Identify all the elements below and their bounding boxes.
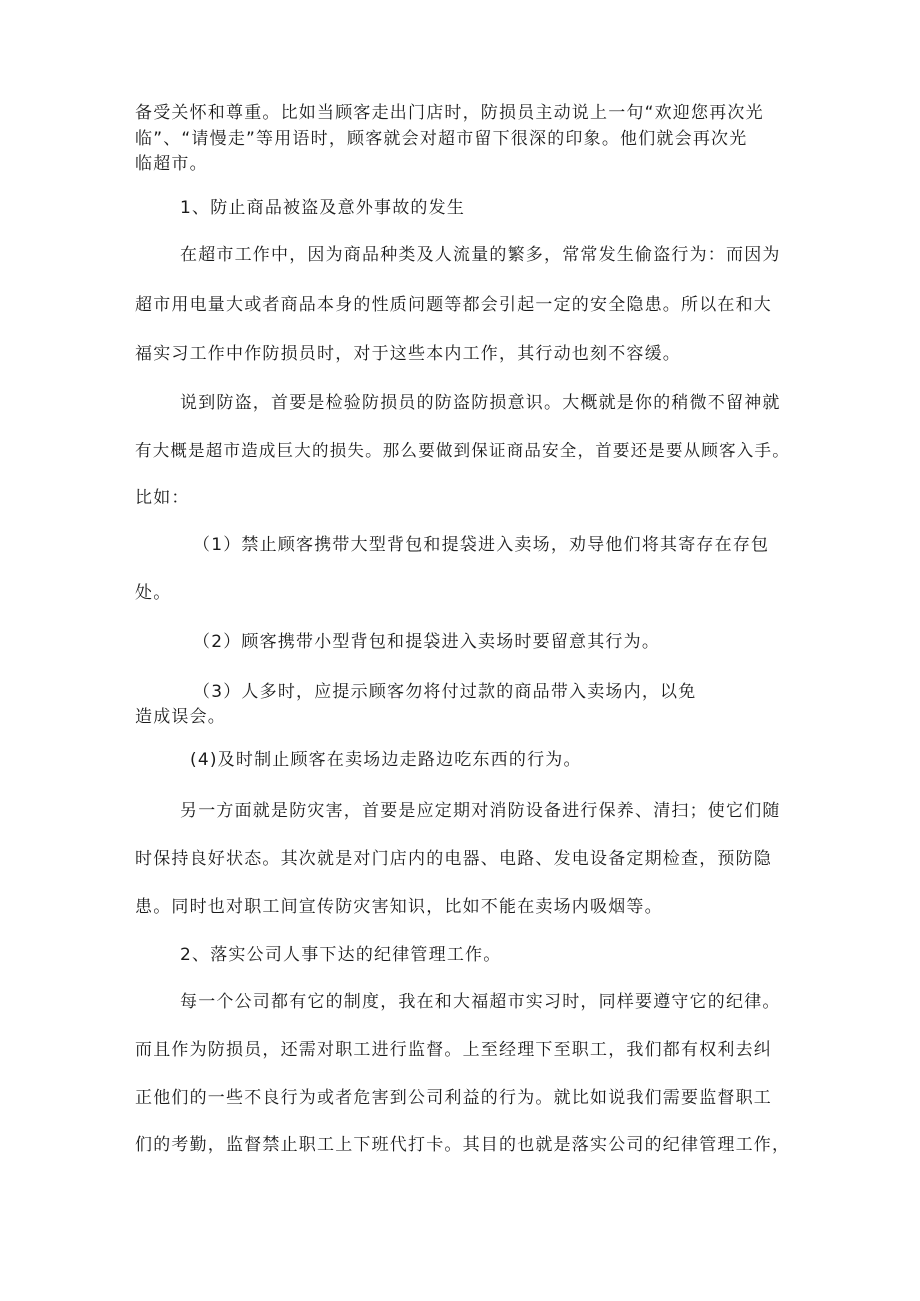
text-line: 比如： — [135, 488, 190, 508]
text-line: 每一个公司都有它的制度，我在和大福超市实习时，同样要遵守它的纪律。 — [180, 992, 781, 1012]
text-line: 另一方面就是防灾害，首要是应定期对消防设备进行保养、清扫；使它们随 — [180, 801, 781, 821]
list-item: （2）顾客携带小型背包和提袋进入卖场时要留意其行为。 — [193, 632, 661, 652]
list-item-continuation: 造成误会。 — [135, 707, 226, 727]
text-line: 在超市工作中，因为商品种类及人流量的繁多，常常发生偷盗行为：而因为 — [180, 245, 781, 265]
text-line: 时保持良好状态。其次就是对门店内的电器、电路、发电设备定期检查，预防隐 — [135, 849, 772, 869]
text-line: 们的考勤，监督禁止职工上下班代打卡。其目的也就是落实公司的纪律管理工作， — [135, 1135, 791, 1155]
text-line: 有大概是超市造成巨大的损失。那么要做到保证商品安全，首要还是要从顾客入手。 — [135, 441, 790, 460]
text-line: 临”、“请慢走”等用语时，顾客就会对超市留下很深的印象。他们就会再次光 — [135, 129, 748, 149]
text-line: 超市用电量大或者商品本身的性质问题等都会引起一定的安全隐患。所以在和大 — [135, 295, 772, 315]
text-line: 临超市。 — [135, 154, 208, 174]
text-line: 福实习工作中作防损员时，对于这些本内工作，其行动也刻不容缓。 — [135, 344, 681, 364]
text-line: 备受关怀和尊重。比如当顾客走出门店时，防损员主动说上一句“欢迎您再次光 — [135, 103, 764, 123]
text-line: 而且作为防损员，还需对职工进行监督。上至经理下至职工，我们都有权利去纠 — [135, 1040, 772, 1060]
section-heading: 2、落实公司人事下达的纪律管理工作。 — [180, 945, 502, 965]
text-line: 说到防盗，首要是检验防损员的防盗防损意识。大概就是你的稍微不留神就 — [180, 393, 781, 413]
list-item: (4)及时制止顾客在卖场边走路边吃东西的行为。 — [190, 750, 582, 770]
text-line: 患。同时也对职工间宣传防灾害知识，比如不能在卖场内吸烟等。 — [135, 897, 663, 917]
text-line: 正他们的一些不良行为或者危害到公司利益的行为。就比如说我们需要监督职工 — [135, 1088, 772, 1108]
section-heading: 1、防止商品被盗及意外事故的发生 — [180, 198, 466, 218]
list-item-continuation: 处。 — [135, 583, 172, 603]
list-item: （3）人多时，应提示顾客勿将付过款的商品带入卖场内，以免 — [193, 682, 697, 702]
list-item: （1）禁止顾客携带大型背包和提袋进入卖场，劝导他们将其寄存在存包 — [193, 535, 770, 555]
